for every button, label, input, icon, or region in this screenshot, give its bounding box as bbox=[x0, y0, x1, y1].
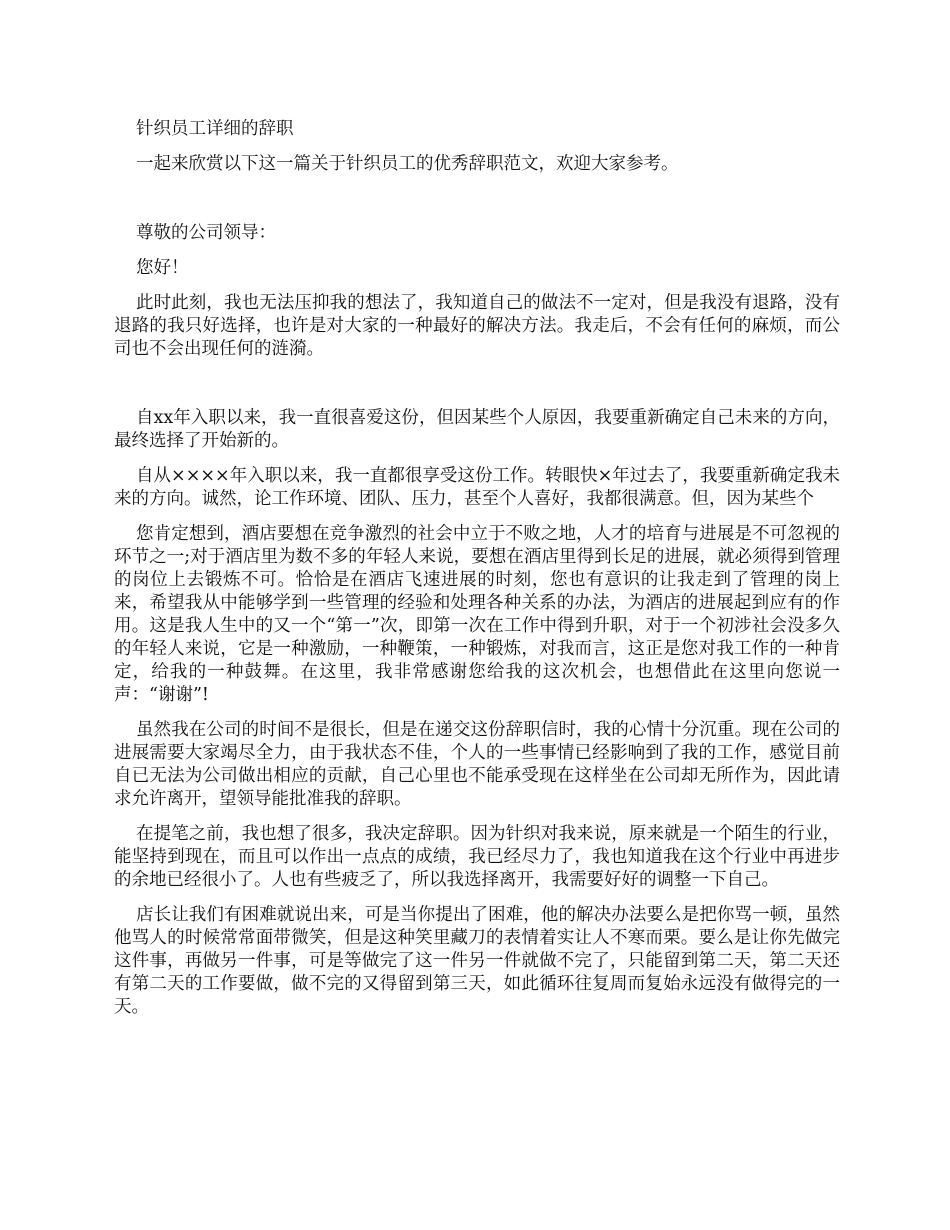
blank-line bbox=[114, 373, 840, 407]
document-title: 针织员工详细的辞职 bbox=[136, 119, 294, 139]
paragraph-3: 自从××××年入职以来，我一直都很享受这份工作。转眼快×年过去了，我要重新确定我未来的方向。诚然，论工作环境、团队、压力，甚至个人喜好，我都很满意。但，因为某些个 bbox=[114, 466, 840, 509]
document-body bbox=[114, 118, 840, 1031]
paragraph-4: 您肯定想到，酒店要想在竞争激烈的社会中立于不败之地，人才的培育与进展是不可忽视的环节之一;对于酒店里为数不多的年轻人来说，要想在酒店里得到长足的进展，就必须得到管理的岗位上去锻炼不可。恰恰是在酒店飞速进展的时刻，您也有意识的让我走到了管理的岗上来，希望我从中能够学到一些管理的经验和处理各种关系的办法，为酒店的进展起到应有的作用。这是我人生中的又一个“第一”次，即第一次在工作中得到升职，对于一个初涉社会没多久的年轻人来说，它是一种激励，一种鞭策，一种锻炼，对我而言，这正是您对我工作的一种肯定，给我的一种鼓舞。在这里，我非常感谢您给我的这次机会，也想借此在这里向您说一声：“谢谢”! bbox=[114, 524, 840, 705]
salutation: 尊敬的公司领导： bbox=[136, 223, 276, 243]
paragraph-6: 在提笔之前，我也想了很多，我决定辞职。因为针织对我来说，原来就是一个陌生的行业，能坚持到现在，而且可以作出一点点的成绩，我已经尽力了，我也知道我在这个行业中再进步的余地已经很小了。人也有些疲乏了，所以我选择离开，我需要好好的调整一下自己。 bbox=[114, 824, 840, 890]
blank-line bbox=[114, 188, 840, 222]
paragraph-2: 自xx年入职以来，我一直很喜爱这份，但因某些个人原因，我要重新确定自己未来的方向，最终选择了开始新的。 bbox=[114, 408, 840, 451]
paragraph-7: 店长让我们有困难就说出来，可是当你提出了困难，他的解决办法要么是把你骂一顿，虽然他骂人的时候常常面带微笑，但是这种笑里藏刀的表情着实让人不寒而栗。要么是让你先做完这件事，再做另一件事，可是等做完了这一件另一件就做不完了，只能留到第二天，第二天还有第二天的工作要做，做不完的又得留到第三天，如此循环往复周而复始永远没有做得完的一天。 bbox=[114, 905, 840, 1017]
greeting: 您好！ bbox=[136, 258, 189, 278]
intro-text: 一起来欣赏以下这一篇关于针织员工的优秀辞职范文，欢迎大家参考。 bbox=[136, 154, 679, 174]
paragraph-1: 此时此刻，我也无法压抑我的想法了，我知道自己的做法不一定对，但是我没有退路，没有退路的我只好选择，也许是对大家的一种最好的解决方法。我走后，不会有任何的麻烦，而公司也不会出现任何的涟漪。 bbox=[114, 293, 840, 359]
paragraph-5: 虽然我在公司的时间不是很长，但是在递交这份辞职信时，我的心情十分沉重。现在公司的进展需要大家竭尽全力，由于我状态不佳，个人的一些事情已经影响到了我的工作，感觉目前自已无法为公司做出相应的贡献，自己心里也不能承受现在这样坐在公司却无所作为，因此请求允许离开，望领导能批准我的辞职。 bbox=[114, 720, 840, 809]
